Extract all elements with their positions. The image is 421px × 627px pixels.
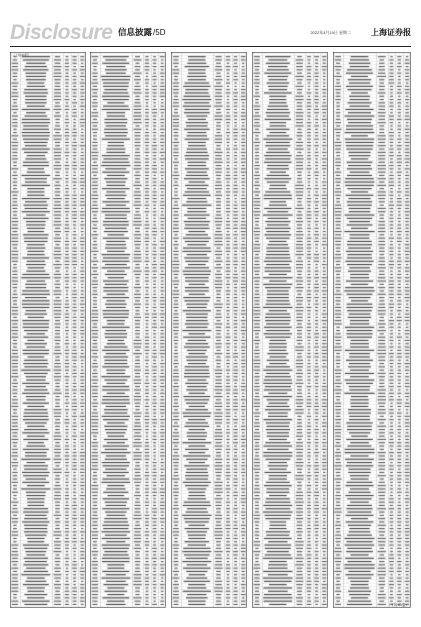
table-column-2 <box>90 52 166 608</box>
masthead-rule <box>10 46 411 47</box>
section-brand-wordmark: Disclosure <box>10 21 113 44</box>
table-column-4-texture <box>252 52 328 608</box>
section-title-text: 信息披露 <box>118 28 153 38</box>
table-column-3-texture <box>171 52 247 608</box>
section-title <box>118 27 165 39</box>
table-column-1-texture <box>10 52 86 608</box>
table-column-2-texture <box>90 52 166 608</box>
disclosure-table-columns <box>10 52 411 608</box>
table-column-5 <box>333 52 411 608</box>
continuation-note: （下转6D版） <box>387 603 409 607</box>
table-column-5-texture <box>333 52 411 608</box>
newspaper-logo: 上海证券报 <box>371 27 411 37</box>
masthead <box>10 22 411 44</box>
dateline: 2022年4月19日 星期二 <box>310 30 351 35</box>
page-number: /5D <box>153 28 166 37</box>
table-column-3 <box>171 52 247 608</box>
table-column-4 <box>252 52 328 608</box>
table-column-1 <box>10 52 86 608</box>
